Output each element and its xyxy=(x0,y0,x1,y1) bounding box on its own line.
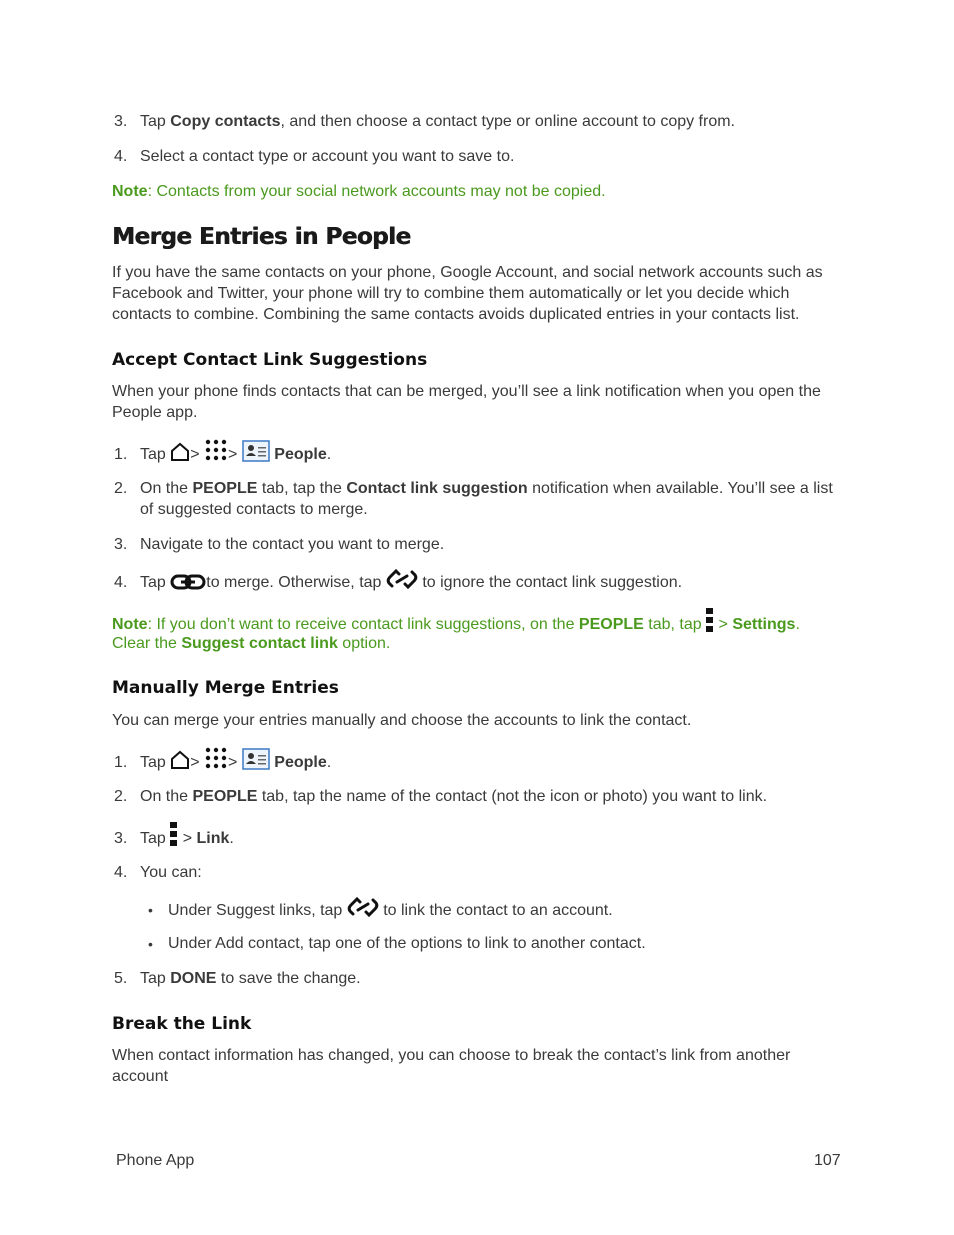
break-intro: When contact information has changed, you can choose to break the contact’s link from another account xyxy=(112,1047,791,1085)
step-open-people: Tap > > People. xyxy=(140,438,840,473)
accept-intro: When your phone finds contacts that can be merged, you’ll see a link notification when you open the People app. xyxy=(112,383,821,421)
list-number: 3. xyxy=(114,113,128,130)
step-tap-suggestion: On the PEOPLE tab, tap the Contact link suggestion notification when available. You’ll see a list of suggested contacts to merge. xyxy=(140,480,833,518)
list-number: 4. xyxy=(114,574,128,591)
note-suggestions-line1: Note: If you don’t want to receive contact link suggestions, on the PEOPLE tab, tap > Settings. xyxy=(112,608,842,642)
manual-intro: You can merge your entries manually and choose the accounts to link the contact. xyxy=(112,712,692,729)
unlink-icon xyxy=(347,896,379,928)
step-select-account: Select a contact type or account you want to save to. xyxy=(140,148,515,165)
bullet: • xyxy=(148,936,153,952)
step-merge-or-ignore: Tap to merge. Otherwise, tap to ignore the contact link suggestion. xyxy=(140,568,840,600)
bullet: • xyxy=(148,902,153,918)
list-number: 3. xyxy=(114,536,128,553)
bullet-add-contact: Under Add contact, tap one of the options to link to another contact. xyxy=(168,935,646,952)
page-number: 107 xyxy=(814,1152,841,1169)
merge-intro: If you have the same contacts on your phone, Google Account, and social network accounts such as Facebook and Twitter, your phone will try to combine them automatically or let you decide which contacts to combine. Combining the same contacts avoids duplicated entries in your contacts list. xyxy=(112,264,823,323)
list-number: 2. xyxy=(114,788,128,805)
step-tap-done: Tap DONE to save the change. xyxy=(140,970,361,987)
list-number: 1. xyxy=(114,446,128,463)
step-tap-link: Tap > Link. xyxy=(140,822,840,857)
step-navigate-contact: Navigate to the contact you want to merge. xyxy=(140,536,445,553)
section-title-merge: Merge Entries in People xyxy=(112,224,411,250)
list-number: 3. xyxy=(114,830,128,847)
home-icon xyxy=(170,750,190,781)
home-icon xyxy=(170,442,190,473)
subsection-title-break: Break the Link xyxy=(112,1014,252,1034)
people-app-icon xyxy=(242,440,270,473)
apps-grid-icon xyxy=(204,746,228,781)
unlink-icon xyxy=(386,568,418,600)
link-icon xyxy=(170,572,206,600)
people-app-icon xyxy=(242,748,270,781)
note-suggestions-line2: Clear the Suggest contact link option. xyxy=(112,635,391,652)
list-number: 1. xyxy=(114,754,128,771)
subsection-title-manual: Manually Merge Entries xyxy=(112,678,339,698)
list-number: 4. xyxy=(114,864,128,881)
step-you-can: You can: xyxy=(140,864,202,881)
list-number: 2. xyxy=(114,480,128,497)
bullet-suggest-links: Under Suggest links, tap to link the contact to an account. xyxy=(168,896,848,928)
list-number: 4. xyxy=(114,148,128,165)
step-open-people-manual: Tap > > People. xyxy=(140,746,840,781)
step-copy-contacts: Tap Copy contacts, and then choose a contact type or online account to copy from. xyxy=(140,113,735,130)
list-number: 5. xyxy=(114,970,128,987)
step-tap-contact-name: On the PEOPLE tab, tap the name of the contact (not the icon or photo) you want to link. xyxy=(140,788,768,805)
apps-grid-icon xyxy=(204,438,228,473)
subsection-title-accept: Accept Contact Link Suggestions xyxy=(112,350,428,370)
note-social-accounts: Note: Contacts from your social network accounts may not be copied. xyxy=(112,183,606,200)
footer-section-name: Phone App xyxy=(116,1152,195,1169)
